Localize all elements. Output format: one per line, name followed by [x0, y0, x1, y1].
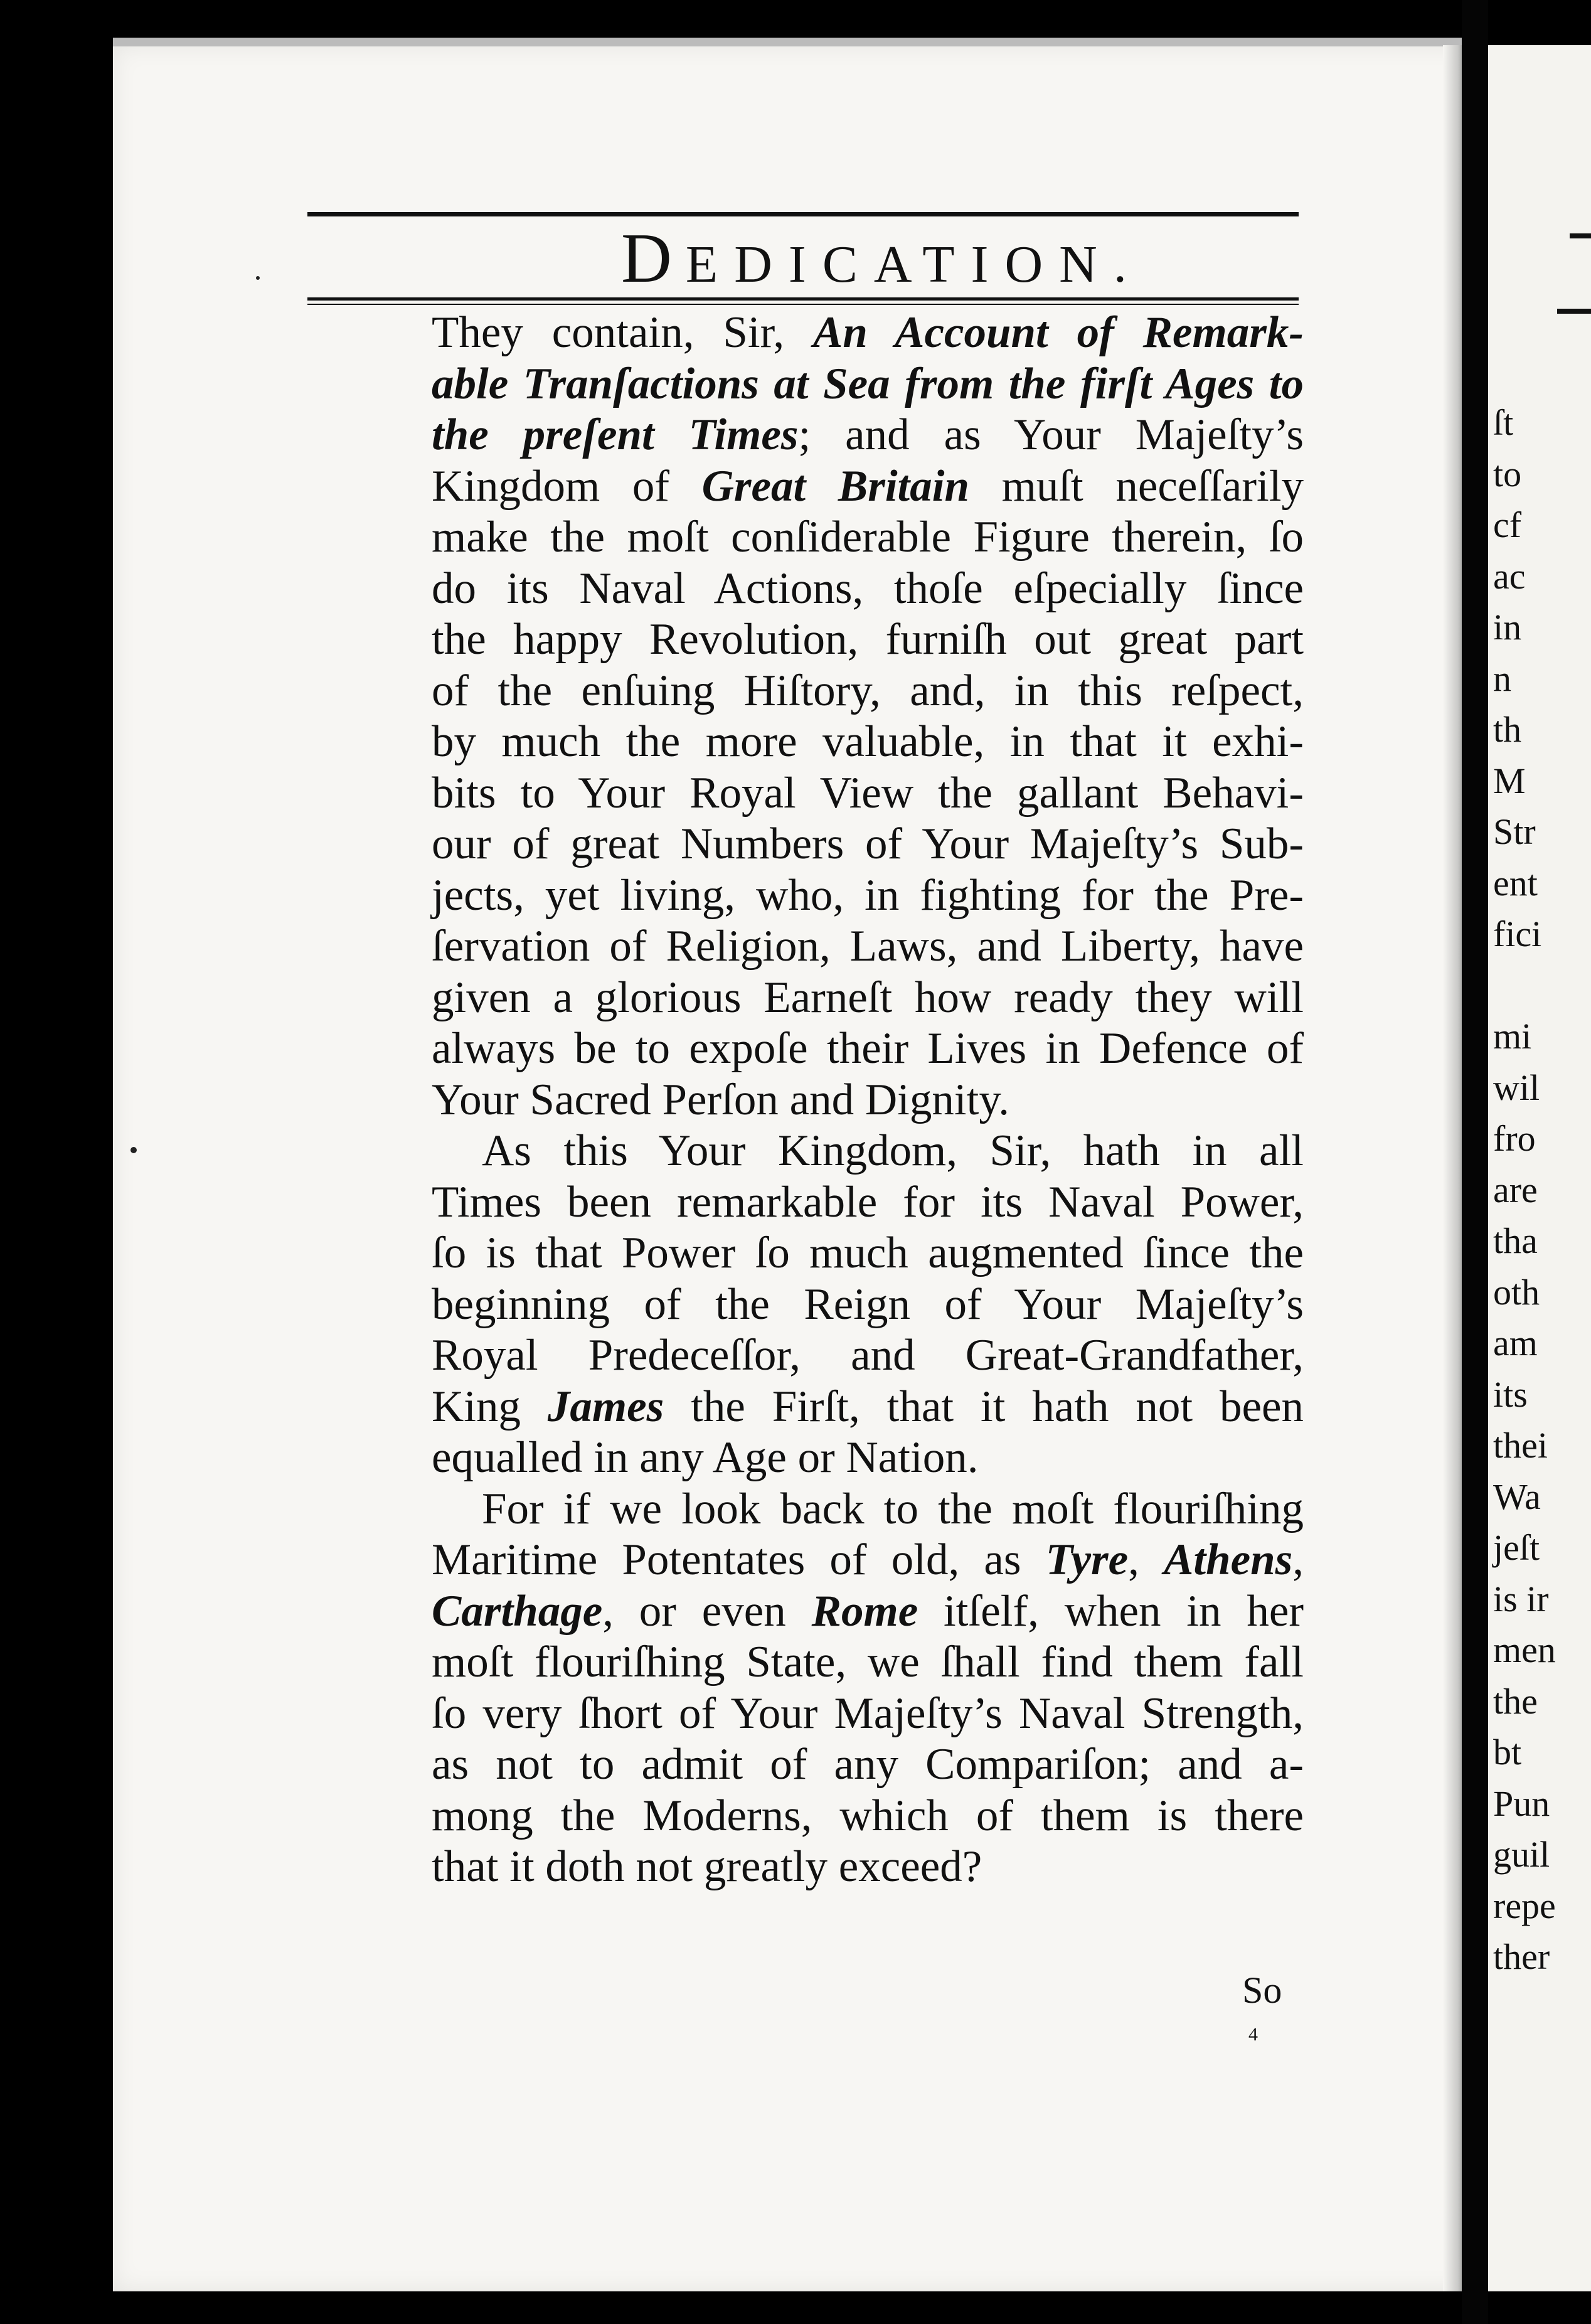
text-run: Kingdom of: [432, 461, 702, 511]
facing-page-line: n: [1493, 658, 1511, 699]
facing-page-line: in: [1493, 607, 1522, 648]
text-line: [432, 1023, 1304, 1075]
ink-speck: [130, 1147, 137, 1153]
text-line: [432, 1330, 1304, 1382]
facing-page-line: cf: [1493, 504, 1522, 545]
text-line: [432, 768, 1304, 819]
text-line: [432, 921, 1304, 973]
facing-page-line: tha: [1493, 1220, 1538, 1261]
page-heading: [621, 221, 1186, 296]
text-run: They contain, Sir,: [432, 308, 814, 357]
text-run: , or even: [602, 1586, 812, 1636]
text-line: [432, 1739, 1304, 1791]
text-line: [432, 512, 1304, 563]
text-run: Times been remarkable for its Naval Power,: [432, 1177, 1304, 1227]
facing-page-line: to: [1493, 453, 1522, 494]
text-line: [432, 1688, 1304, 1740]
text-run: For if we look back to the moſt flouriſhing: [482, 1484, 1304, 1533]
facing-page-line: Str: [1493, 811, 1536, 852]
facing-page-line: am: [1493, 1323, 1538, 1363]
signature-mark: 4: [1248, 2024, 1258, 2045]
header-rule-bottom: [307, 297, 1299, 301]
text-run: that it doth not greatly exceed?: [432, 1842, 982, 1891]
text-run: Royal Predeceſſor, and Great-Grandfather,: [432, 1331, 1304, 1380]
text-line: [432, 461, 1304, 513]
text-run: ,: [1292, 1535, 1304, 1584]
italic-phrase: Great Britain: [701, 461, 969, 511]
facing-header-rule: [1570, 233, 1591, 238]
text-line: [432, 1791, 1304, 1842]
facing-page-line: men: [1493, 1629, 1556, 1670]
text-run: Your Sacred Perſon and Dignity.: [432, 1075, 1009, 1124]
text-line: [432, 1126, 1304, 1177]
facing-page-line: Pun: [1493, 1783, 1550, 1824]
header-rule-top: [307, 212, 1299, 216]
text-line: [432, 1586, 1304, 1638]
facing-page-line: fro: [1493, 1118, 1536, 1159]
italic-phrase: An Account of Remark-: [813, 308, 1304, 357]
text-run: King: [432, 1382, 548, 1431]
facing-page-line: thei: [1493, 1425, 1548, 1466]
facing-page-line: ac: [1493, 555, 1526, 597]
facing-page-line: ent: [1493, 862, 1538, 903]
text-run: do its Naval Actions, thoſe eſpecially ſince: [432, 563, 1304, 613]
facing-page-line: wil: [1493, 1067, 1540, 1108]
text-run: Maritime Potentates of old, as: [432, 1535, 1046, 1584]
ink-speck: [256, 276, 260, 280]
text-run: mong the Moderns, which of them is there: [432, 1791, 1304, 1840]
text-run: ; and as Your Majeſty’s: [798, 410, 1304, 459]
text-run: bits to Your Royal View the gallant Behavi-: [432, 768, 1304, 818]
facing-page-line: th: [1493, 709, 1522, 750]
text-line: [432, 614, 1304, 666]
text-line: [432, 410, 1304, 461]
text-line: [432, 1432, 1304, 1484]
text-line: [432, 307, 1304, 359]
facing-page-line: the: [1493, 1680, 1538, 1722]
facing-page-line: mi: [1493, 1016, 1532, 1057]
italic-phrase: Athens: [1164, 1535, 1293, 1584]
text-line: [432, 1637, 1304, 1688]
facing-page-line: fici: [1493, 914, 1542, 954]
facing-header-rule: [1557, 309, 1591, 314]
text-run: equalled in any Age or Nation.: [432, 1433, 979, 1482]
text-line: [432, 1228, 1304, 1279]
text-run: moſt flouriſhing State, we ſhall find them fall: [432, 1638, 1304, 1687]
italic-phrase: Tyre: [1045, 1535, 1129, 1584]
text-line: [432, 819, 1304, 870]
text-line: [432, 1177, 1304, 1229]
italic-phrase: Rome: [811, 1586, 918, 1636]
text-run: make the moſt conſiderable Figure therein, ſo: [432, 513, 1304, 562]
facing-page-line: oth: [1493, 1271, 1540, 1313]
facing-page-line: are: [1493, 1169, 1538, 1210]
italic-phrase: Carthage: [432, 1586, 603, 1636]
facing-page-line: repe: [1493, 1885, 1556, 1926]
facing-page-line: jeſt: [1493, 1527, 1540, 1568]
header-rule-bottom-thin: [307, 304, 1299, 305]
text-run: As this Your Kingdom, Sir, hath in all: [482, 1126, 1304, 1175]
page-edge: [113, 38, 1468, 46]
text-run: ſervation of Religion, Laws, and Liberty, have: [432, 922, 1304, 971]
text-run: muſt neceſſarily: [969, 461, 1304, 511]
text-run: our of great Numbers of Your Majeſty’s Sub-: [432, 819, 1304, 868]
text-line: [432, 1484, 1304, 1535]
text-run: always be to expoſe their Lives in Defence of: [432, 1024, 1304, 1073]
text-line: [432, 1279, 1304, 1331]
italic-phrase: James: [547, 1382, 664, 1431]
facing-page-line: guil: [1493, 1834, 1550, 1875]
text-run: itſelf, when in her: [918, 1586, 1304, 1636]
text-line: [432, 870, 1304, 922]
text-run: of the enſuing Hiſtory, and, in this reſpect,: [432, 666, 1304, 715]
catchword: So: [1242, 1970, 1282, 2011]
italic-phrase: able Tranſactions at Sea from the firſt Ages to: [432, 359, 1304, 408]
facing-page: [1488, 45, 1591, 2291]
text-line: [432, 1842, 1304, 1893]
text-line: [432, 1075, 1304, 1126]
text-run: jects, yet living, who, in fighting for the Pre-: [432, 870, 1304, 920]
facing-page-line: M: [1493, 760, 1526, 801]
text-line: [432, 666, 1304, 717]
text-run: beginning of the Reign of Your Majeſty’s: [432, 1279, 1304, 1329]
facing-page-line: ſt: [1493, 402, 1514, 443]
dedication-text: [432, 307, 1304, 1893]
text-line: [432, 1535, 1304, 1586]
text-run: ,: [1128, 1535, 1164, 1584]
text-line: [432, 717, 1304, 768]
facing-page-line: is ir: [1493, 1578, 1549, 1619]
text-line: [432, 359, 1304, 410]
text-run: the Firſt, that it hath not been: [664, 1382, 1304, 1431]
text-run: ſo very ſhort of Your Majeſty’s Naval Strength,: [432, 1688, 1304, 1738]
heading-rest: EDICATION.: [685, 235, 1143, 294]
book-gutter: [1462, 0, 1488, 2324]
italic-phrase: the preſent Times: [432, 410, 799, 459]
text-run: by much the more valuable, in that it exhi-: [432, 717, 1304, 766]
facing-page-line: ther: [1493, 1936, 1550, 1977]
text-line: [432, 563, 1304, 615]
facing-page-line: Wa: [1493, 1476, 1541, 1517]
text-line: [432, 973, 1304, 1024]
facing-page-line: its: [1493, 1373, 1528, 1415]
heading-initial: D: [621, 220, 686, 297]
facing-page-line: bt: [1493, 1732, 1522, 1772]
text-run: ſo is that Power ſo much augmented ſince the: [432, 1229, 1304, 1277]
text-line: [432, 1382, 1304, 1433]
text-run: as not to admit of any Compariſon; and a-: [432, 1740, 1304, 1789]
text-run: given a glorious Earneſt how ready they will: [432, 973, 1304, 1022]
text-run: the happy Revolution, furniſh out great part: [432, 615, 1304, 664]
